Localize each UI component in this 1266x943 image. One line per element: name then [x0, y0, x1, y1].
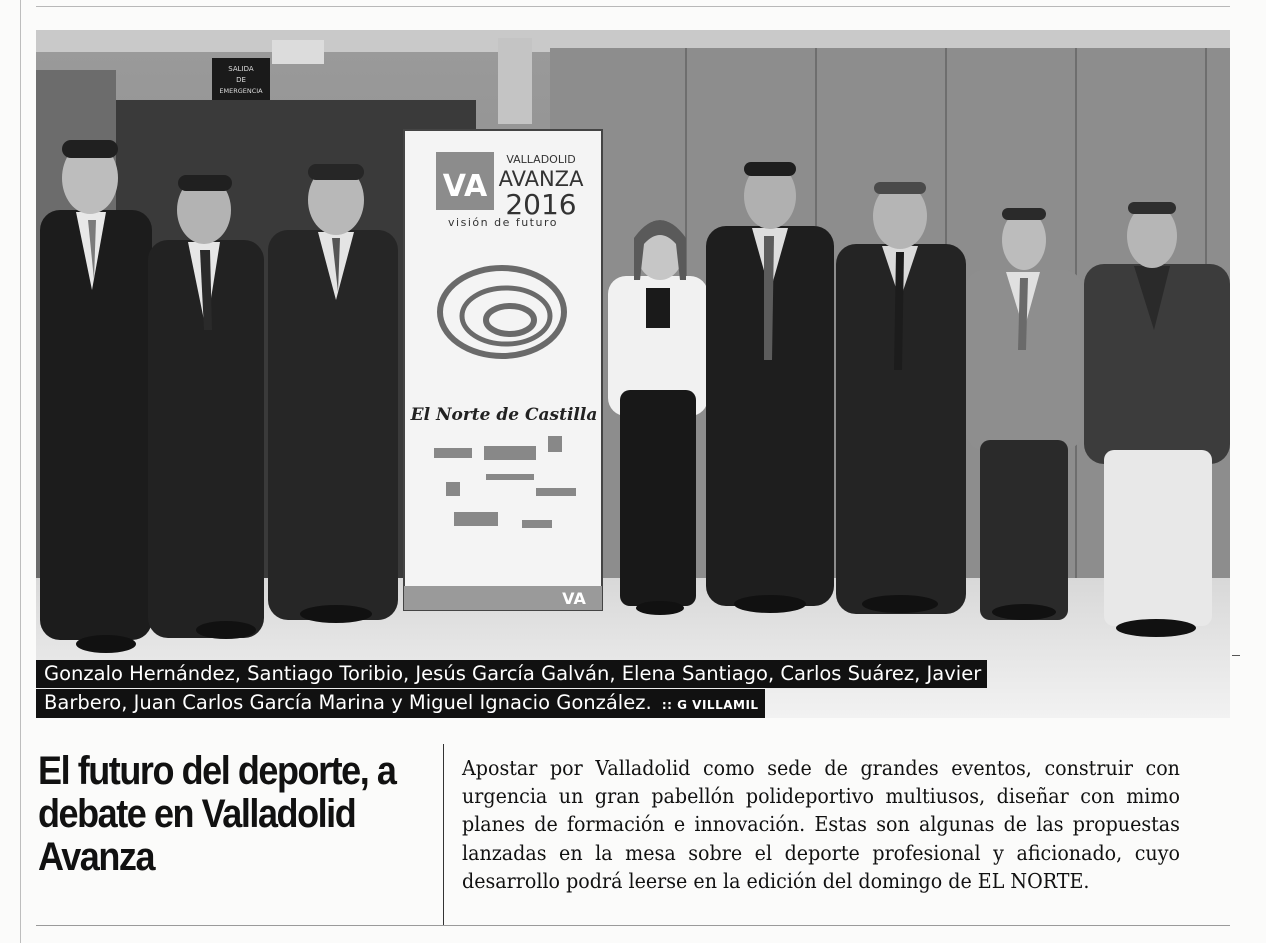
banner-va-logo: VA — [442, 169, 488, 204]
photo-caption-line1 — [36, 660, 987, 688]
person-4 — [608, 220, 708, 606]
column-divider — [443, 744, 444, 925]
exit-sign-line3: EMERGENCIA — [219, 87, 263, 95]
wall-fixture — [498, 38, 532, 124]
exit-sign-line1: SALIDA — [228, 65, 254, 73]
person-3 — [268, 164, 398, 620]
person-2 — [148, 175, 264, 638]
banner-line2: AVANZA — [498, 167, 584, 191]
banner-line1: VALLADOLID — [506, 153, 576, 166]
news-photo — [36, 30, 1230, 718]
caption-names-2: Barbero, Juan Carlos García Marina y Miguel Ignacio González. — [44, 691, 652, 714]
person-1 — [40, 140, 152, 640]
exit-sign-line2: DE — [236, 76, 246, 84]
person-8 — [1084, 202, 1230, 626]
banner-tagline: visión de futuro — [448, 216, 558, 229]
banner-newspaper: El Norte de Castilla — [410, 405, 598, 425]
photo-credit: :: G VILLAMIL — [661, 698, 759, 712]
person-6 — [836, 182, 966, 614]
margin-mark — [1232, 655, 1240, 656]
roll-up-banner — [404, 130, 602, 610]
article-headline: El futuro del deporte, a debate en Valladolid Avanza — [38, 749, 396, 879]
article-body: Apostar por Valladolid como sede de grandes eventos, construir con urgencia un gran pabellón polideportivo multiusos, diseñar con mimo planes de formación e innovación. Estas son algunas de las propuestas lanzadas en la mesa sobre el deporte profesional y aficionado, cuyo desarrollo podrá leerse en la edición del domingo de EL NORTE. — [462, 756, 1180, 893]
top-rule — [36, 6, 1230, 7]
banner-footer-logo: VA — [562, 589, 586, 608]
emergency-exit-sign — [212, 58, 270, 100]
group-photo-illustration — [36, 30, 1230, 718]
page-margin-rule — [20, 0, 21, 943]
person-5 — [706, 162, 834, 606]
ceiling-light — [272, 40, 324, 64]
caption-names-1: Gonzalo Hernández, Santiago Toribio, Jesús García Galván, Elena Santiago, Carlos Suárez, Javier — [44, 662, 982, 685]
bottom-rule — [36, 925, 1230, 926]
banner-year: 2016 — [505, 188, 577, 221]
photo-caption-line2 — [36, 689, 765, 718]
